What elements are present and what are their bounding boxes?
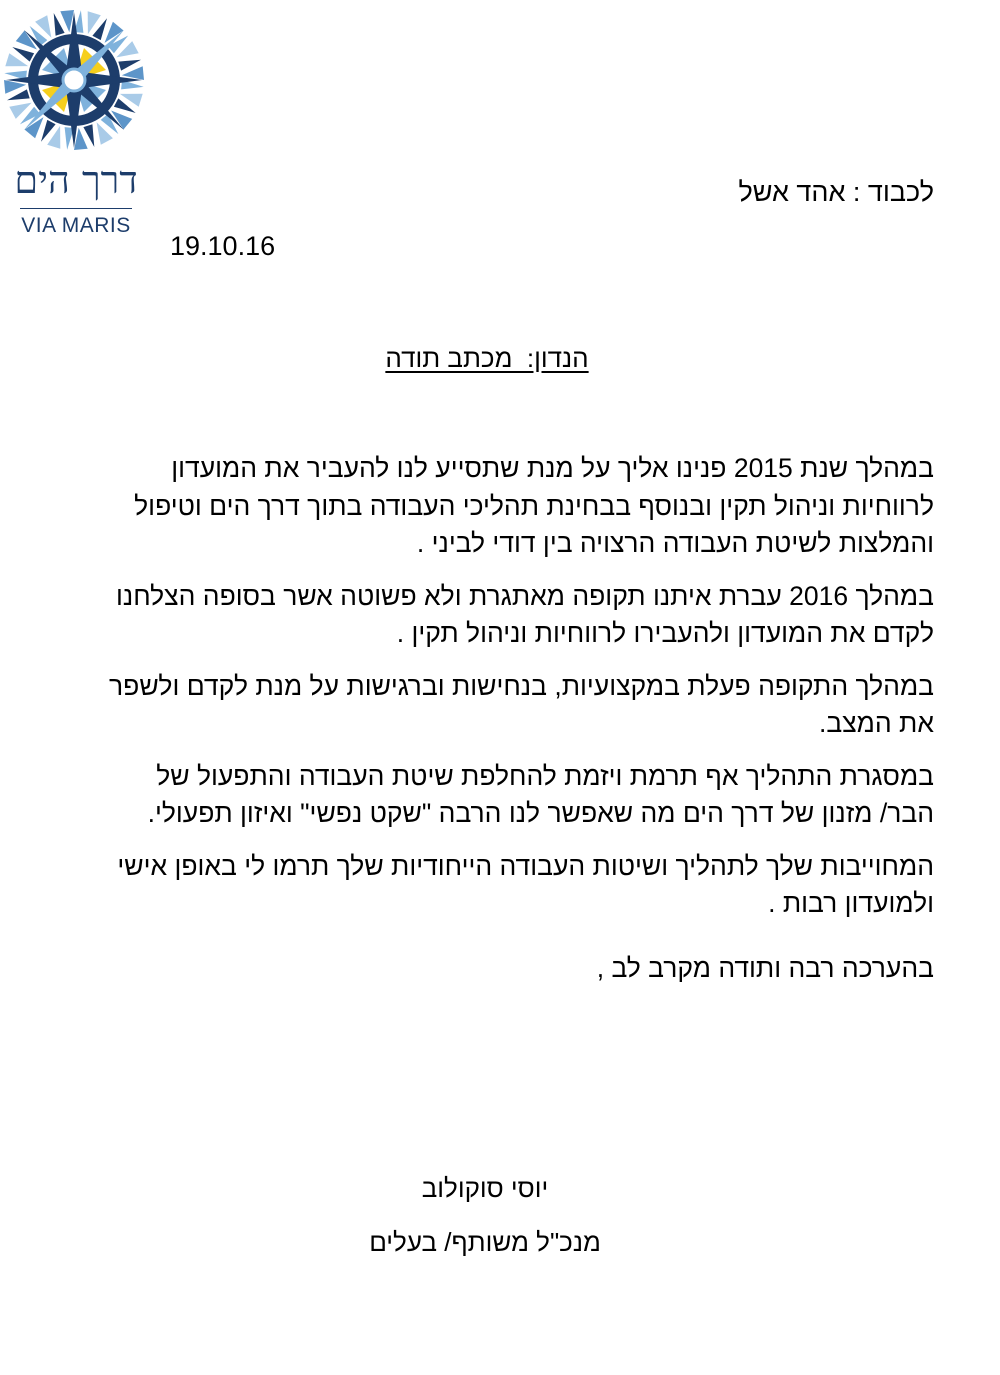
logo-latin-name: VIA MARIS [21, 214, 131, 237]
paragraph-line: במהלך התקופה פעלת במקצועיות, בנחישות וברגישות על מנת לקדם ולשפר [109, 670, 934, 701]
paragraph-line: הבר/ מזנון של דרך הים מה שאפשר לנו הרבה "שקט נפשי" ואיזון תפעולי. [147, 798, 934, 828]
subject-text: הנדון: מכתב תודה [385, 343, 589, 373]
paragraph-line: והמלצות לשיטת העבודה הרצויה בין דודי לביני . [416, 528, 934, 558]
paragraph-line: את המצב. [819, 708, 934, 738]
paragraph-line: במהלך 2016 עברת איתנו תקופה מאתגרת ולא פשוטה אשר בסופה הצלחנו [116, 580, 934, 611]
paragraph [54, 668, 934, 743]
letter-body [54, 450, 934, 938]
paragraph-line: לרווחיות וניהול תקין ובנוסף בבחינת תהליכי העבודה בתוך דרך הים וטיפול [134, 490, 934, 521]
logo-divider [20, 208, 132, 209]
paragraph [54, 450, 934, 563]
paragraph [54, 848, 934, 923]
paragraph-line: במסגרת התהליך אף תרמת ויזמת להחלפת שיטת העבודה והתפעול של [156, 760, 934, 791]
signatory-name: יוסי סוקולוב [421, 1173, 549, 1203]
paragraph-line: במהלך שנת 2015 פנינו אליך על מנת שתסייע לנו להעביר את המועדון [171, 453, 934, 483]
paragraph [54, 578, 934, 653]
subject-line [0, 342, 974, 374]
paragraph-line: ולמועדון רבות . [768, 888, 934, 918]
paragraph-line: המחוייבות שלך לתהליך ושיטות העבודה הייחודיות שלך תרמו לי באופן אישי [117, 850, 934, 881]
paragraph-line: לקדם את המועדון ולהעבירו לרווחיות וניהול תקין . [396, 618, 934, 648]
signatory-title: מנכ"ל משותף/ בעלים [369, 1227, 601, 1257]
closing-line: בהערכה רבה ותודה מקרב לב , [596, 953, 934, 983]
letter-date: 19.10.16 [170, 231, 276, 261]
paragraph [54, 758, 934, 833]
recipient-line: לכבוד : אהד אשל [738, 177, 934, 207]
via-maris-logo [0, 8, 148, 240]
logo-hebrew-name: דרך הים [14, 158, 138, 202]
compass-rose-icon [2, 8, 146, 152]
